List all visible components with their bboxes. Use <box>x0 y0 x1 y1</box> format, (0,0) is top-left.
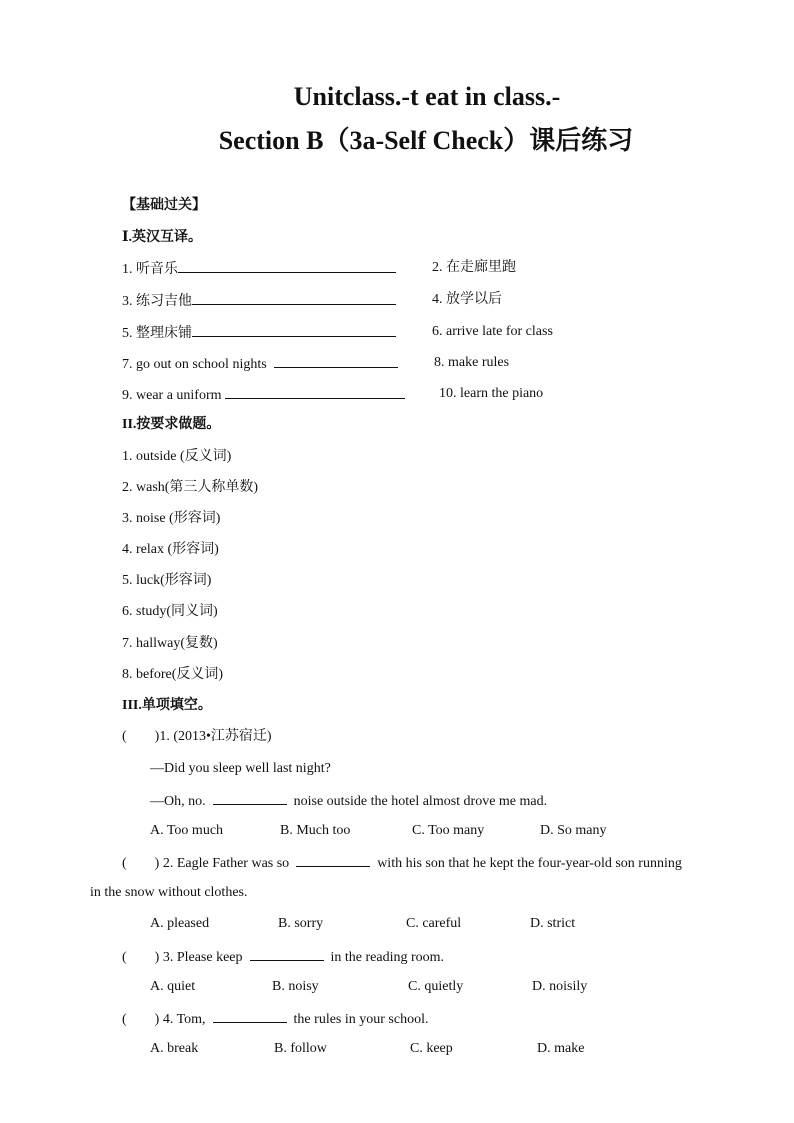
q3-option-b[interactable]: B. noisy <box>272 979 319 994</box>
item-num: 7. <box>122 357 133 372</box>
answer-paren[interactable]: ( ) <box>122 950 160 965</box>
answer-blank[interactable] <box>192 291 396 305</box>
title-line-1: Unitclass.-t eat in class.- <box>293 82 561 111</box>
item-num: 6. <box>432 324 443 339</box>
question-2-stem-cont: in the snow without clothes. <box>90 885 248 900</box>
item-text: 在走廊里跑 <box>446 260 516 275</box>
title-line-2: Section B（3a-Self Check）课后练习 <box>218 126 634 155</box>
item-num: 4. <box>432 292 443 307</box>
question-text: 3. Please keep <box>162 950 243 965</box>
word-item: 6. study(同义词) <box>122 604 218 619</box>
section-heading: 【基础过关】 <box>122 198 206 213</box>
item-text: 练习吉他 <box>136 294 192 309</box>
question-text: with his son that he kept the four-year-old son running <box>377 856 682 871</box>
q3-option-c[interactable]: C. quietly <box>408 979 464 994</box>
item-num: 9. <box>122 388 133 403</box>
part3-title: III.单项填空。 <box>122 698 212 713</box>
translate-item-10 <box>439 385 543 403</box>
question-text: 1. (2013•江苏宿迁) <box>159 729 272 744</box>
translate-item-1 <box>122 259 396 279</box>
answer-blank[interactable] <box>178 259 396 273</box>
item-num: 10. <box>439 386 457 401</box>
q2-option-a[interactable]: A. pleased <box>150 916 210 931</box>
q2-option-b[interactable]: B. sorry <box>278 916 324 931</box>
item-text: arrive late for class <box>446 324 553 339</box>
item-text: go out on school nights <box>136 357 267 372</box>
question-text: 2. Eagle Father was so <box>162 856 290 871</box>
item-text: 放学以后 <box>446 292 502 307</box>
question-text: 4. Tom, <box>162 1012 206 1027</box>
answer-blank[interactable] <box>225 385 405 399</box>
translate-item-2 <box>432 259 516 277</box>
word-item: 5. luck(形容词) <box>122 573 212 588</box>
translate-item-3 <box>122 291 396 311</box>
answer-paren[interactable]: ( ) <box>122 729 160 744</box>
translate-item-7 <box>122 354 398 374</box>
answer-paren[interactable]: ( ) <box>122 856 160 871</box>
answer-blank[interactable] <box>274 354 398 368</box>
item-num: 3. <box>122 294 133 309</box>
item-text: learn the piano <box>460 386 544 401</box>
question-1-stem <box>122 728 272 746</box>
answer-blank[interactable] <box>192 323 396 337</box>
dialog-text: —Oh, no. <box>150 794 206 809</box>
item-text: make rules <box>448 355 510 370</box>
word-item: 2. wash(第三人称单数) <box>122 480 259 495</box>
item-num: 1. <box>122 262 133 277</box>
item-num: 5. <box>122 326 133 341</box>
part2-title: II.按要求做题。 <box>122 417 221 432</box>
word-item: 4. relax (形容词) <box>122 542 219 557</box>
translate-item-5 <box>122 323 396 343</box>
answer-paren[interactable]: ( ) <box>122 1012 160 1027</box>
item-num: 2. <box>432 260 443 275</box>
question-1-dialog-2 <box>150 791 547 811</box>
word-item: 8. before(反义词) <box>122 667 224 682</box>
part1-title: Ⅰ.英汉互译。 <box>122 230 203 245</box>
answer-blank[interactable] <box>213 1009 287 1023</box>
dialog-text: noise outside the hotel almost drove me mad. <box>293 794 548 809</box>
q1-option-b[interactable]: B. Much too <box>280 823 351 838</box>
word-item: 7. hallway(复数) <box>122 636 218 651</box>
q2-option-d[interactable]: D. strict <box>530 916 576 931</box>
q1-option-d[interactable]: D. So many <box>540 823 607 838</box>
translate-item-4 <box>432 291 502 309</box>
q3-option-d[interactable]: D. noisily <box>532 979 588 994</box>
translate-item-8 <box>434 354 509 372</box>
answer-blank[interactable] <box>250 947 324 961</box>
q4-option-a[interactable]: A. break <box>150 1041 199 1056</box>
q1-option-a[interactable]: A. Too much <box>150 823 224 838</box>
question-4-stem <box>122 1009 428 1029</box>
item-text: 听音乐 <box>136 262 178 277</box>
q3-option-a[interactable]: A. quiet <box>150 979 196 994</box>
q4-option-d[interactable]: D. make <box>537 1041 585 1056</box>
question-1-dialog-1: —Did you sleep well last night? <box>150 761 331 776</box>
question-2-stem <box>122 853 682 873</box>
answer-blank[interactable] <box>296 853 370 867</box>
item-num: 8. <box>434 355 445 370</box>
answer-blank[interactable] <box>213 791 287 805</box>
question-3-stem <box>122 947 444 967</box>
word-item: 3. noise (形容词) <box>122 511 221 526</box>
item-text: 整理床铺 <box>136 326 192 341</box>
item-text: wear a uniform <box>136 388 222 403</box>
question-text: in the reading room. <box>330 950 445 965</box>
question-text: the rules in your school. <box>293 1012 429 1027</box>
word-item: 1. outside (反义词) <box>122 449 232 464</box>
q4-option-c[interactable]: C. keep <box>410 1041 453 1056</box>
q4-option-b[interactable]: B. follow <box>274 1041 327 1056</box>
translate-item-9 <box>122 385 405 405</box>
translate-item-6 <box>432 323 553 341</box>
q1-option-c[interactable]: C. Too many <box>412 823 485 838</box>
q2-option-c[interactable]: C. careful <box>406 916 462 931</box>
